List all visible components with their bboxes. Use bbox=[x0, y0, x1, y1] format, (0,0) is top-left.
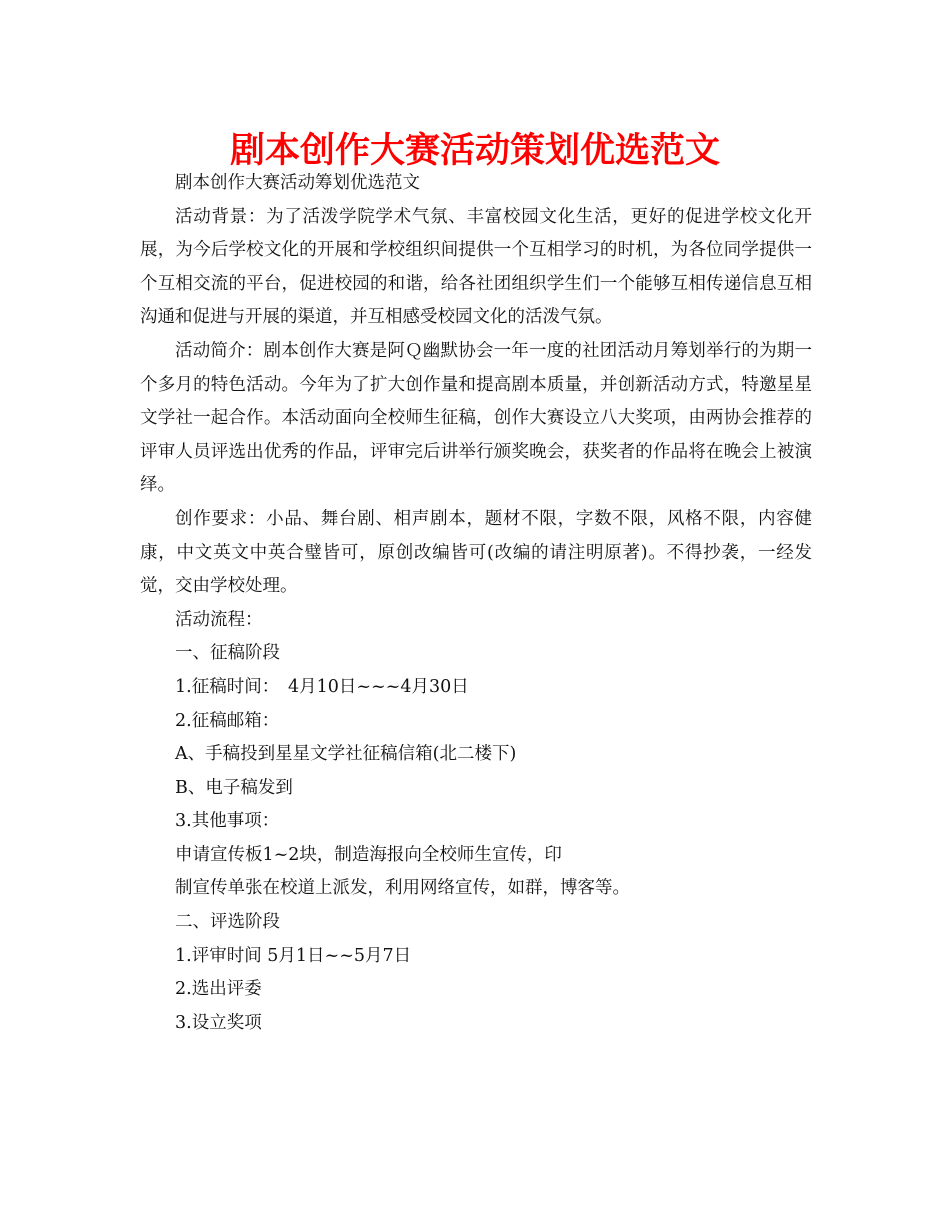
paragraph-publicity-board: 申请宣传板1~2块，制造海报向全校师生宣传，印 bbox=[175, 844, 562, 865]
paragraph-process-heading: 活动流程： bbox=[175, 609, 263, 630]
paragraph-submission-time: 1.征稿时间： 4月10日~~~4月30日 bbox=[175, 676, 469, 697]
paragraph-background: 活动背景：为了活泼学院学术气氛、丰富校园文化生活，更好的促进学校文化开展，为今后学校文化的开展和学校组织间提供一个互相学习的时机，为各位同学提供一个互相交流的平台，促进校园的和谐，给各社团组织学生们一个能够互相传递信息互相沟通和促进与开展的渠道，并互相感受校园文化的活泼气氛。 bbox=[140, 206, 812, 328]
paragraph-review-time: 1.评审时间 5月1日~~5月7日 bbox=[175, 945, 412, 966]
paragraph-select-judges: 2.选出评委 bbox=[175, 979, 262, 1000]
paragraph-manuscript: A、手稿投到星星文学社征稿信箱(北二楼下) bbox=[175, 744, 517, 765]
paragraph-set-awards: 3.设立奖项 bbox=[175, 1012, 262, 1033]
paragraph-leaflets: 制宣传单张在校道上派发，利用网络宣传，如群，博客等。 bbox=[175, 878, 630, 899]
paragraph-electronic: B、电子稿发到 bbox=[175, 777, 293, 798]
paragraph-subtitle: 剧本创作大赛活动筹划优选范文 bbox=[175, 173, 420, 193]
paragraph-introduction: 活动简介：剧本创作大赛是阿Ｑ幽默协会一年一度的社团活动月筹划举行的为期一个多月的特色活动。今年为了扩大创作量和提高剧本质量，并创新活动方式，特邀星星文学社一起合作。本活动面向全校师生征稿，创作大赛设立八大奖项，由两协会推荐的评审人员评选出优秀的作品，评审完后讲举行颁奖晚会，获奖者的作品将在晚会上被演绎。 bbox=[140, 340, 812, 496]
document-body bbox=[140, 167, 812, 1040]
document-title: 剧本创作大赛活动策划优选范文 bbox=[229, 131, 720, 171]
paragraph-other-matters: 3.其他事项： bbox=[175, 811, 280, 832]
paragraph-stage-two: 二、评选阶段 bbox=[175, 912, 280, 933]
paragraph-requirements: 创作要求：小品、舞台剧、相声剧本，题材不限，字数不限，风格不限，内容健康，中文英文中英合璧皆可，原创改编皆可(改编的请注明原著)。不得抄袭，一经发觉，交由学校处理。 bbox=[140, 508, 812, 597]
paragraph-submission-mailbox: 2.征稿邮箱： bbox=[175, 710, 280, 731]
paragraph-stage-one: 一、征稿阶段 bbox=[175, 643, 280, 664]
